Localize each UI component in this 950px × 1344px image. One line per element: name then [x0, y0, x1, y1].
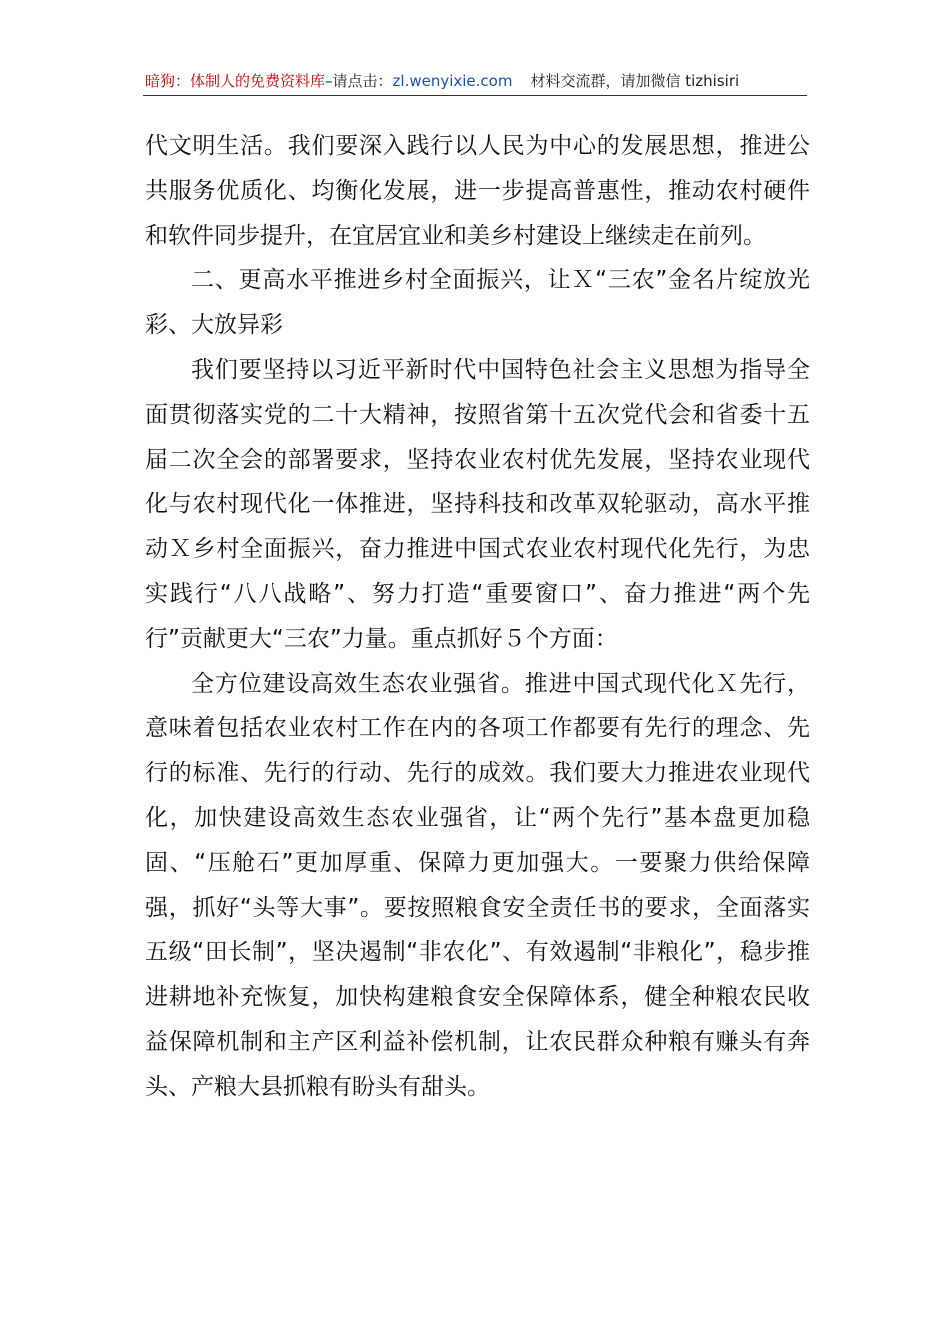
section-heading: 二、更高水平推进乡村全面振兴，让Ｘ“三农”金名片绽放光彩、大放异彩 [145, 267, 810, 339]
paragraph: 我们要坚持以习近平新时代中国特色社会主义思想为指导全面贯彻落实党的二十大精神，按照省第十五次党代会和省委十五届二次全会的部署要求，坚持农业农村优先发展，坚持农业现代化与农村现代化一体推进，坚持科技和改革双轮驱动，高水平推动Ｘ乡村全面振兴，奋力推进中国式农业农村现代化先行，为忠实践行“八八战略”、努力打造“重要窗口”、奋力推进“两个先行”贡献更大“三农”力量。重点抓好５个方面： [145, 356, 810, 652]
page-header [145, 68, 805, 94]
header-note: 材料交流群，请加微信 tizhisiri [530, 72, 740, 90]
header-prompt: –请点击： [325, 72, 393, 90]
header-brand: 暗狗：体制人的免费资料库 [145, 72, 326, 90]
header-link[interactable]: zl.wenyixie.com [392, 72, 513, 90]
header-divider [143, 95, 807, 96]
paragraph-continuation: 代文明生活。我们要深入践行以人民为中心的发展思想，推进公共服务优质化、均衡化发展，进一步提高普惠性，推动农村硬件和软件同步提升，在宜居宜业和美乡村建设上继续走在前列。 [145, 133, 810, 249]
document-body [145, 124, 810, 1110]
paragraph: 全方位建设高效生态农业强省。推进中国式现代化Ｘ先行，意味着包括农业农村工作在内的各项工作都要有先行的理念、先行的标准、先行的行动、先行的成效。我们要大力推进农业现代化，加快建设高效生态农业强省，让“两个先行”基本盘更加稳固、“压舱石”更加厚重、保障力更加强大。一要聚力供给保障强，抓好“头等大事”。要按照粮食安全责任书的要求，全面落实五级“田长制”，坚决遏制“非农化”、有效遏制“非粮化”，稳步推进耕地补充恢复，加快构建粮食安全保障体系，健全种粮农民收益保障机制和主产区利益补偿机制，让农民群众种粮有赚头有奔头、产粮大县抓粮有盼头有甜头。 [145, 670, 810, 1100]
